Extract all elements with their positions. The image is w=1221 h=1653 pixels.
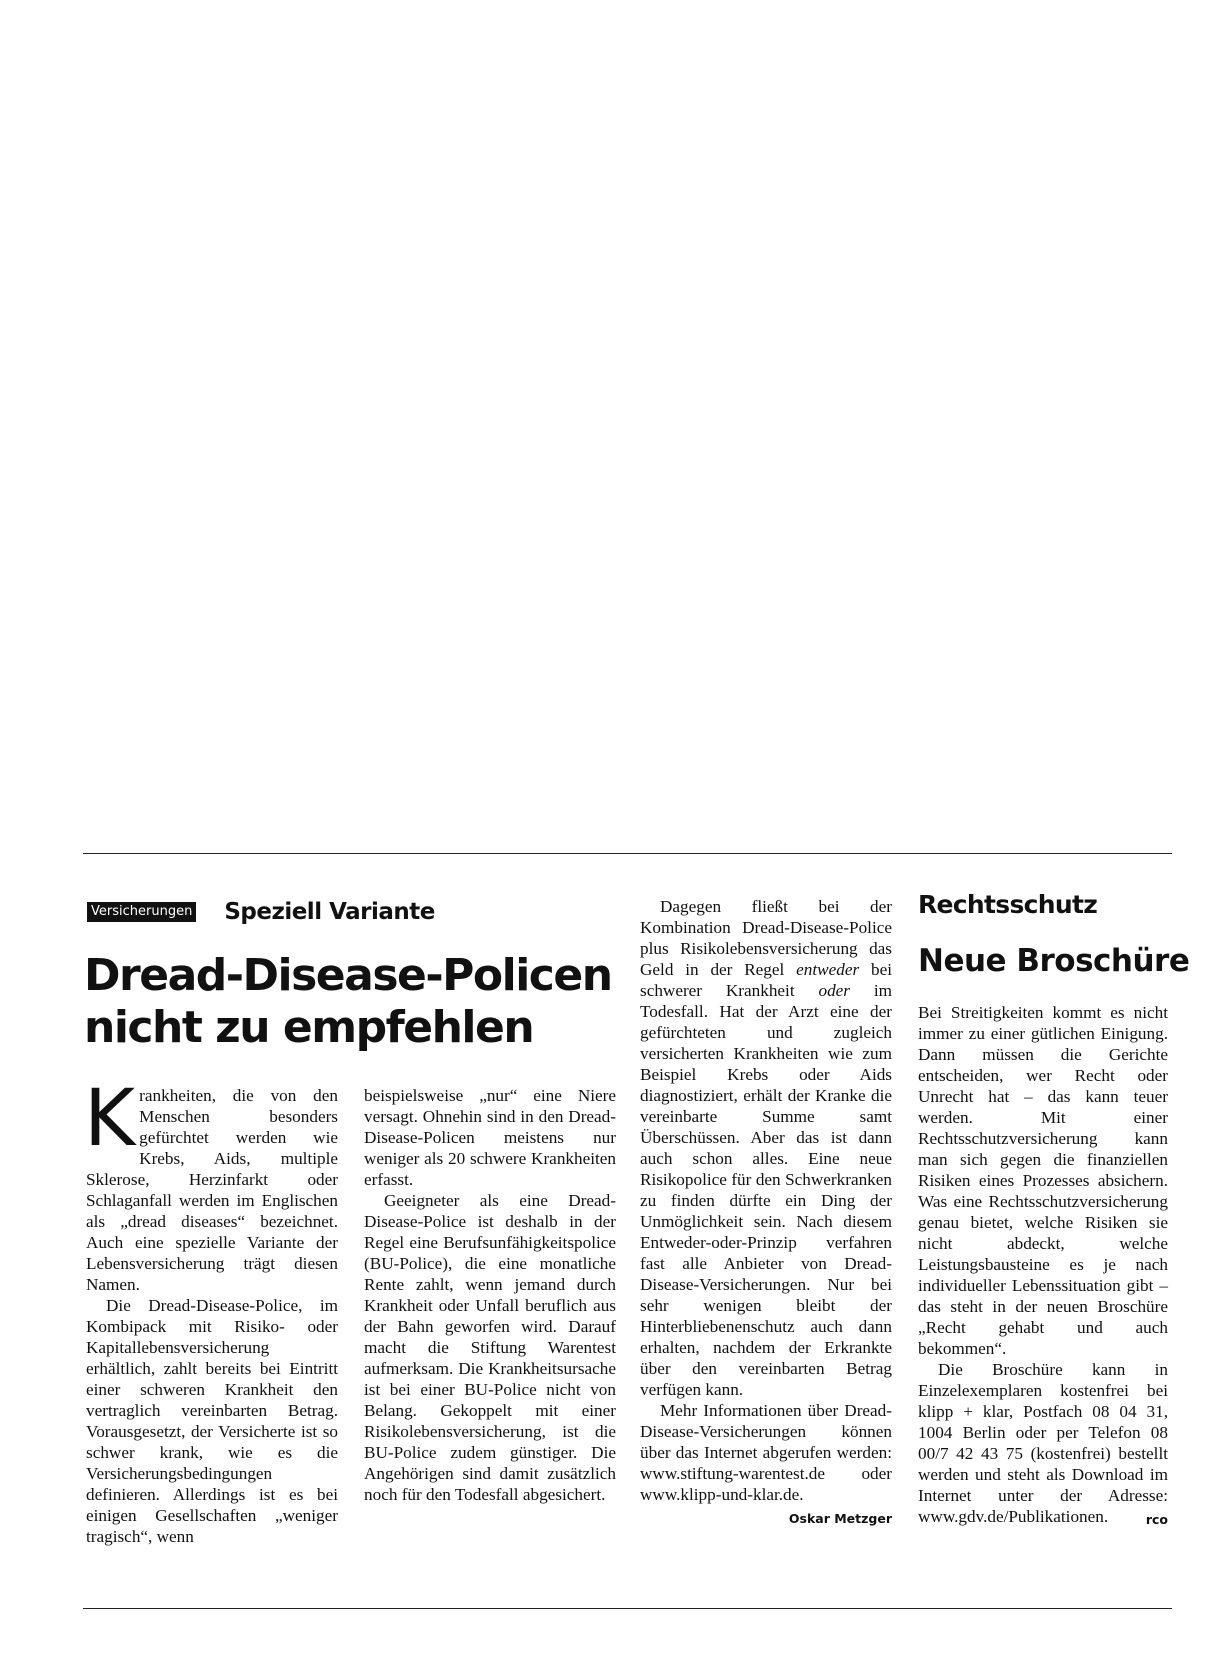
paragraph [84, 1074, 338, 1295]
sidebar-headline: Neue Broschüre [918, 943, 1190, 979]
paragraph: Die Dread-Disease-Police, im Kombipack mit Risiko- oder Kapitallebensversicherung erhältlich, zahlt bereits bei Eintritt einer schweren Krankheit den vertraglich vereinbarten Betrag. Vorausgesetzt, der Versicherte ist so schwer krank, wie es die Versicherungsbedingungen definieren. Allerdings ist es bei einigen Gesellschaften „weniger tragisch“, wenn [86, 1296, 338, 1546]
article-column-1 [84, 1074, 338, 1547]
paragraph: beispielsweise „nur“ eine Niere versagt. Ohnehin sind in den Dread-Disease-Policen meistens nur weniger als 20 schwere Krankheiten erfasst. [364, 1086, 616, 1189]
paragraph [640, 1400, 892, 1526]
sidebar-title: Rechtsschutz [918, 890, 1098, 919]
paragraph-text: Mehr Informationen über Dread-Disease-Versicherungen können über das Internet abgerufen werden: www.stiftung-warentest.de oder www.klipp-und-klar.de. [640, 1401, 892, 1504]
author-byline: Oskar Metzger [788, 1511, 892, 1526]
kicker-row [87, 897, 435, 927]
paragraph: Bei Streitigkeiten kommt es nicht immer zu einer gütlichen Einigung. Dann müssen die Gerichte entscheiden, wer Recht oder Unrecht hat – das kann teuer werden. Mit einer Rechtsschutzversicherung kann man sich gegen die finanziellen Risiken eines Prozesses absichern. Was eine Rechtsschutzversicherung genau bietet, welche Risiken sie nicht abdeckt, welche Leistungsbausteine es je nach individueller Lebenssituation gibt – das steht in der neuen Broschüre „Recht gehabt und auch bekommen“. [918, 1003, 1168, 1358]
emphasis: oder [818, 981, 850, 1000]
article-column-3 [640, 896, 892, 1529]
paragraph [918, 1359, 1168, 1527]
top-rule [83, 853, 1172, 854]
paragraph-text: im Todesfall. Hat der Arzt eine der gefürchteten und zugleich versicherten Krankheiten wie zum Beispiel Krebs oder Aids diagnostiziert, erhält der Kranke die vereinbarte Summe samt Überschüssen. Aber das ist dann auch schon alles. Eine neue Risikopolice für den Schwerkranken zu finden dürfte ein Ding der Unmöglichkeit sein. Nach diesem Entweder-oder-Prinzip verfahren fast alle Anbieter von Dread-Disease-Versicherungen. Nur bei sehr wenigen bleibt der Hinterbliebenenschutz auch dann erhalten, nachdem der Erkrankte über den vereinbarten Betrag verfügen kann. [640, 981, 892, 1399]
paragraph [640, 896, 892, 1400]
bottom-rule [83, 1608, 1172, 1609]
sidebar-byline: rco [1145, 1512, 1168, 1527]
sidebar-column [918, 1002, 1168, 1530]
emphasis: entweder [796, 960, 860, 979]
paragraph-text: bei schwerer Krankheit [640, 960, 892, 1000]
drop-cap: K [84, 1074, 136, 1164]
paragraph-text: rankheiten, die von den Menschen besonders gefürchtet werden wie Krebs, Aids, multiple Sklerose, Herzinfarkt oder Schlaganfall werden im Englischen als „dread diseases“ bezeichnet. Auch eine spezielle Variante der Lebensversicherung trägt diesen Namen. [86, 1086, 338, 1294]
section-tag: Versicherungen [87, 902, 196, 922]
headline: Dread-Disease-Policen nicht zu empfehlen [84, 950, 612, 1053]
paragraph-text: Die Broschüre kann in Einzelexemplaren kostenfrei bei klipp + klar, Postfach 08 04 31, 1004 Berlin oder per Telefon 08 00/7 42 43 75 (kostenfrei) bestellt werden und steht als Download im Internet unter der Adresse: www.gdv.de/Publikationen. [918, 1360, 1168, 1526]
paragraph: Geeigneter als eine Dread-Disease-Police ist deshalb in der Regel eine Berufsunfähigkeitspolice (BU-Police), die eine monatliche Rente zahlt, wenn jemand durch Krankheit oder Unfall beruflich aus der Bahn geworfen wird. Darauf macht die Stiftung Warentest aufmerksam. Die Krankheitsursache ist bei einer BU-Police nicht von Belang. Gekoppelt mit einer Risikolebensversicherung, ist die BU-Police zudem günstiger. Die Angehörigen sind damit zusätzlich noch für den Todesfall abgesichert. [364, 1191, 616, 1504]
kicker: Speziell Variante [224, 899, 435, 925]
paragraph-text: Dagegen fließt bei der Kombination Dread-Disease-Police plus Risikolebensversicherung das Geld in der Regel [640, 897, 892, 979]
article-column-2 [364, 1085, 616, 1505]
